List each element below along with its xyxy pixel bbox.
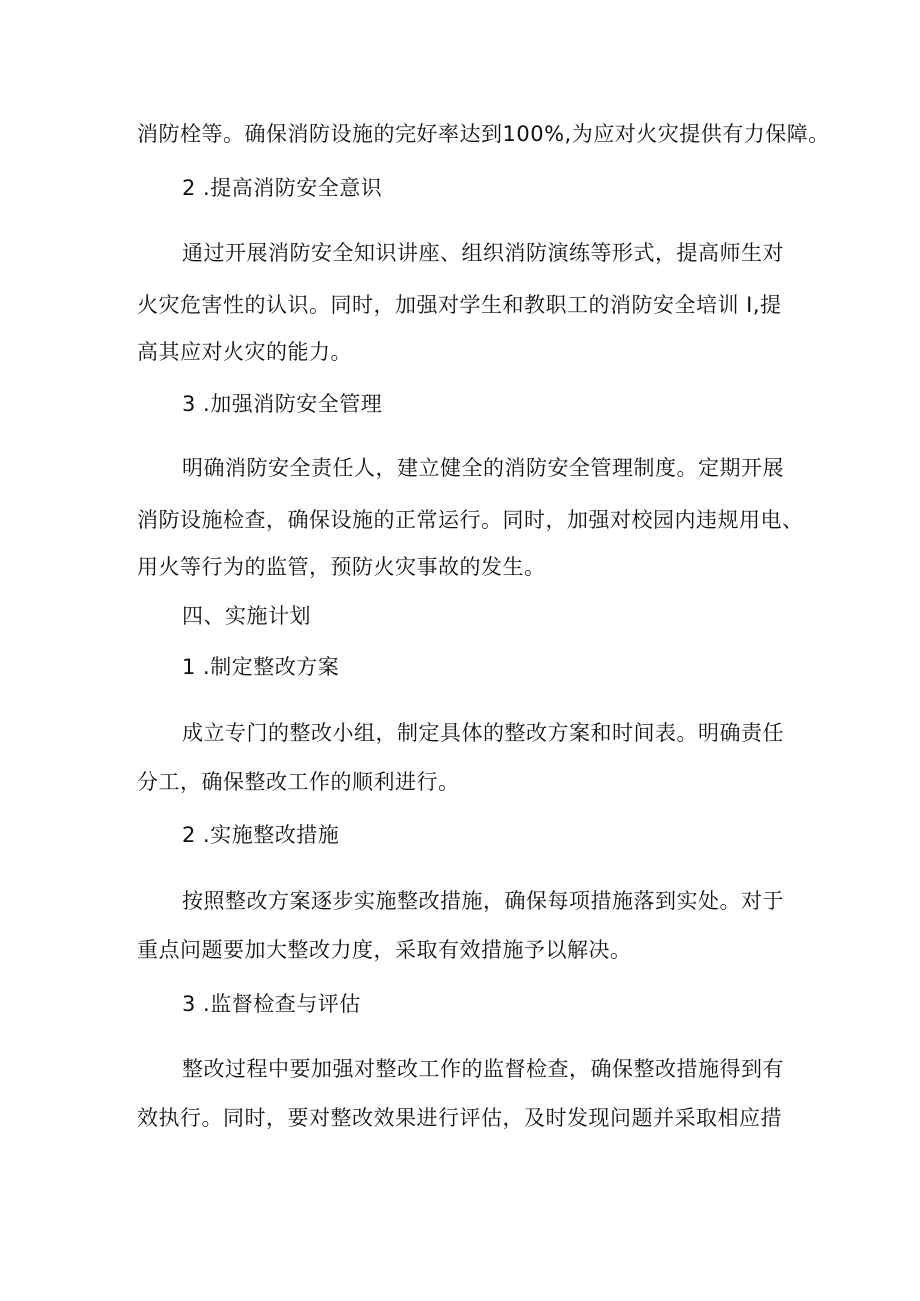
body-text-line: 成立专门的整改小组，制定具体的整改方案和时间表。明确责任 <box>182 721 784 745</box>
body-text-line: 分工，确保整改工作的顺利进行。 <box>137 770 460 794</box>
section-heading: 3 .监督检查与评估 <box>182 992 361 1016</box>
body-text-line: 火灾危害性的认识。同时，加强对学生和教职工的消防安全培训 I,提 <box>137 293 782 317</box>
section-heading: 2 .提高消防安全意识 <box>182 176 383 200</box>
body-text-line: 消防栓等。确保消防设施的完好率达到100%,为应对火灾提供有力保障。 <box>137 122 830 146</box>
chapter-heading: 四、实施计划 <box>182 604 311 628</box>
body-text-line: 按照整改方案逐步实施整改措施，确保每项措施落到实处。对于 <box>182 889 784 913</box>
section-heading: 2 .实施整改措施 <box>182 823 340 847</box>
body-text-line: 消防设施检查，确保设施的正常运行。同时，加强对校园内违规用电、 <box>137 508 804 532</box>
section-heading: 3 .加强消防安全管理 <box>182 392 383 416</box>
body-text-line: 效执行。同时，要对整改效果进行评估，及时发现问题并采取相应措 <box>137 1106 782 1130</box>
body-text-line: 整改过程中要加强对整改工作的监督检查，确保整改措施得到有 <box>182 1057 784 1081</box>
body-text-line: 用火等行为的监管，预防火灾事故的发生。 <box>137 555 546 579</box>
body-text-line: 重点问题要加大整改力度，采取有效措施予以解决。 <box>137 938 632 962</box>
body-text-line: 通过开展消防安全知识讲座、组织消防演练等形式，提高师生对 <box>182 241 784 265</box>
body-text-line: 明确消防安全责任人，建立健全的消防安全管理制度。定期开展 <box>182 456 784 480</box>
section-heading: 1 .制定整改方案 <box>182 655 340 679</box>
body-text-line: 高其应对火灾的能力。 <box>137 340 352 364</box>
